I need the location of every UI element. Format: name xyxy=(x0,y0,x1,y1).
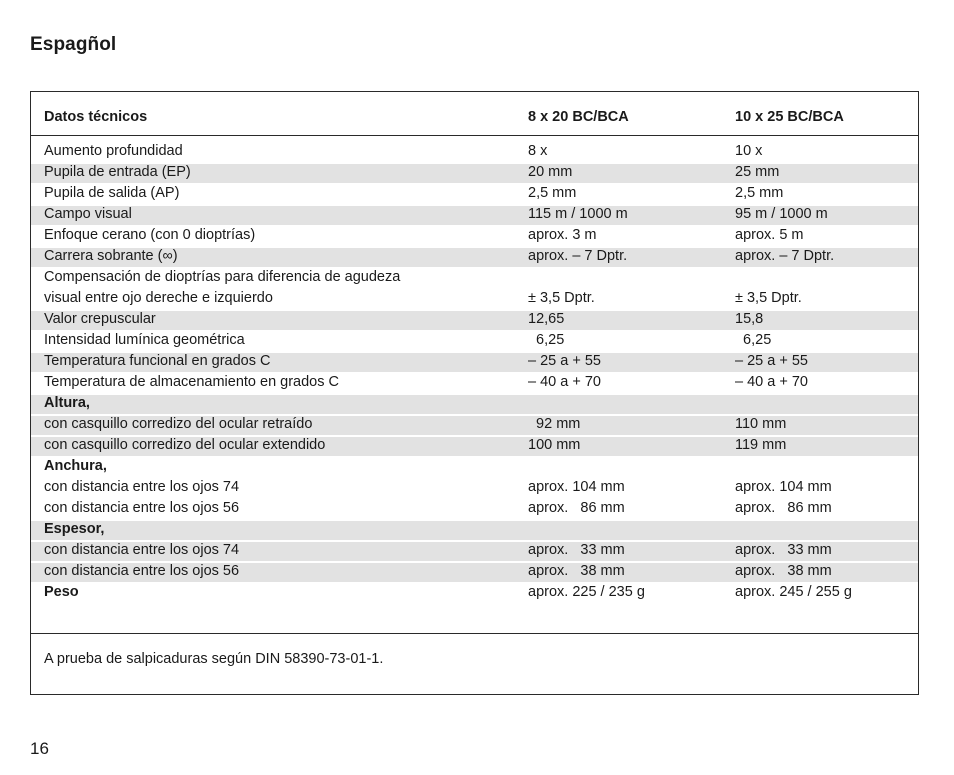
row-label: Compensación de dioptrías para diferencia de agudeza xyxy=(44,269,401,285)
row-value-10x25: 2,5 mm xyxy=(735,185,784,201)
header-label: Datos técnicos xyxy=(44,109,148,125)
row-label: Campo visual xyxy=(44,206,132,222)
row-shading xyxy=(31,395,918,414)
table-row xyxy=(31,414,918,435)
row-label: Pupila de entrada (EP) xyxy=(44,164,191,180)
row-value-8x20: aprox. 104 mm xyxy=(528,479,625,495)
row-value-10x25: aprox. 86 mm xyxy=(735,500,832,516)
section-heading: Espagñol xyxy=(30,34,117,55)
row-value-8x20: aprox. 86 mm xyxy=(528,500,625,516)
table-row xyxy=(31,456,918,477)
row-value-10x25: 15,8 xyxy=(735,311,764,327)
row-value-10x25: aprox. 245 / 255 g xyxy=(735,584,852,600)
row-shading xyxy=(31,521,918,540)
row-value-10x25: ± 3,5 Dptr. xyxy=(735,290,802,306)
row-value-8x20: aprox. 33 mm xyxy=(528,542,625,558)
row-value-8x20: ± 3,5 Dptr. xyxy=(528,290,595,306)
table-row xyxy=(31,330,918,351)
row-label: Intensidad lumínica geométrica xyxy=(44,332,245,348)
table-row xyxy=(31,372,918,393)
row-value-10x25: 95 m / 1000 m xyxy=(735,206,828,222)
table-note: A prueba de salpicaduras según DIN 58390-73-01-1. xyxy=(44,651,384,667)
header-model-8x20: 8 x 20 BC/BCA xyxy=(528,109,629,125)
table-row xyxy=(31,309,918,330)
row-value-8x20: aprox. 38 mm xyxy=(528,563,625,579)
row-value-10x25: 6,25 xyxy=(735,332,772,348)
row-label: con casquillo corredizo del ocular retraído xyxy=(44,416,313,432)
row-value-8x20: 92 mm xyxy=(528,416,581,432)
row-value-8x20: – 25 a + 55 xyxy=(528,353,601,369)
row-value-10x25: aprox. 104 mm xyxy=(735,479,832,495)
row-label: Aumento profundidad xyxy=(44,143,183,159)
row-shading xyxy=(31,311,918,330)
table-row xyxy=(31,351,918,372)
table-row xyxy=(31,141,918,162)
row-label: Enfoque cerano (con 0 dioptrías) xyxy=(44,227,256,243)
row-value-10x25: aprox. 33 mm xyxy=(735,542,832,558)
table-header xyxy=(31,92,918,136)
row-value-8x20: 2,5 mm xyxy=(528,185,577,201)
row-value-8x20: aprox. 3 m xyxy=(528,227,597,243)
row-value-10x25: aprox. 5 m xyxy=(735,227,804,243)
table-row xyxy=(31,582,918,603)
table-row xyxy=(31,204,918,225)
row-label: Pupila de salida (AP) xyxy=(44,185,180,201)
row-label: Temperatura funcional en grados C xyxy=(44,353,271,369)
table-row xyxy=(31,162,918,183)
table-row xyxy=(31,435,918,456)
table-body xyxy=(31,141,918,603)
row-label: visual entre ojo dereche e izquierdo xyxy=(44,290,273,306)
table-row xyxy=(31,540,918,561)
table-row xyxy=(31,183,918,204)
row-value-10x25: – 25 a + 55 xyxy=(735,353,808,369)
row-value-8x20: 115 m / 1000 m xyxy=(528,206,628,222)
row-value-10x25: aprox. 38 mm xyxy=(735,563,832,579)
page-number: 16 xyxy=(30,739,49,758)
table-row xyxy=(31,267,918,288)
row-label: Altura, xyxy=(44,395,90,411)
row-label: Valor crepuscular xyxy=(44,311,156,327)
row-label: con distancia entre los ojos 56 xyxy=(44,500,240,516)
row-value-8x20: – 40 a + 70 xyxy=(528,374,601,390)
row-value-8x20: aprox. – 7 Dptr. xyxy=(528,248,628,264)
note-divider xyxy=(31,633,918,634)
row-label: Espesor, xyxy=(44,521,105,537)
row-label: Carrera sobrante (∞) xyxy=(44,248,178,264)
technical-data-table xyxy=(30,91,919,695)
row-label: con distancia entre los ojos 74 xyxy=(44,542,240,558)
row-value-10x25: 25 mm xyxy=(735,164,780,180)
table-row xyxy=(31,288,918,309)
table-row xyxy=(31,477,918,498)
table-row xyxy=(31,225,918,246)
row-value-8x20: 8 x xyxy=(528,143,548,159)
row-value-8x20: aprox. 225 / 235 g xyxy=(528,584,645,600)
row-value-10x25: aprox. – 7 Dptr. xyxy=(735,248,835,264)
table-row xyxy=(31,561,918,582)
row-value-10x25: 119 mm xyxy=(735,437,787,453)
row-label: con distancia entre los ojos 56 xyxy=(44,563,240,579)
row-value-8x20: 6,25 xyxy=(528,332,565,348)
table-row xyxy=(31,246,918,267)
table-row xyxy=(31,519,918,540)
header-model-10x25: 10 x 25 BC/BCA xyxy=(735,109,844,125)
row-label: con casquillo corredizo del ocular extendido xyxy=(44,437,326,453)
row-label: Anchura, xyxy=(44,458,107,474)
row-value-10x25: 10 x xyxy=(735,143,763,159)
table-row xyxy=(31,393,918,414)
row-value-8x20: 20 mm xyxy=(528,164,573,180)
row-value-10x25: – 40 a + 70 xyxy=(735,374,808,390)
row-label: Peso xyxy=(44,584,79,600)
table-row xyxy=(31,498,918,519)
row-value-10x25: 110 mm xyxy=(735,416,787,432)
row-value-8x20: 100 mm xyxy=(528,437,581,453)
row-label: con distancia entre los ojos 74 xyxy=(44,479,240,495)
row-value-8x20: 12,65 xyxy=(528,311,565,327)
row-label: Temperatura de almacenamiento en grados C xyxy=(44,374,339,390)
